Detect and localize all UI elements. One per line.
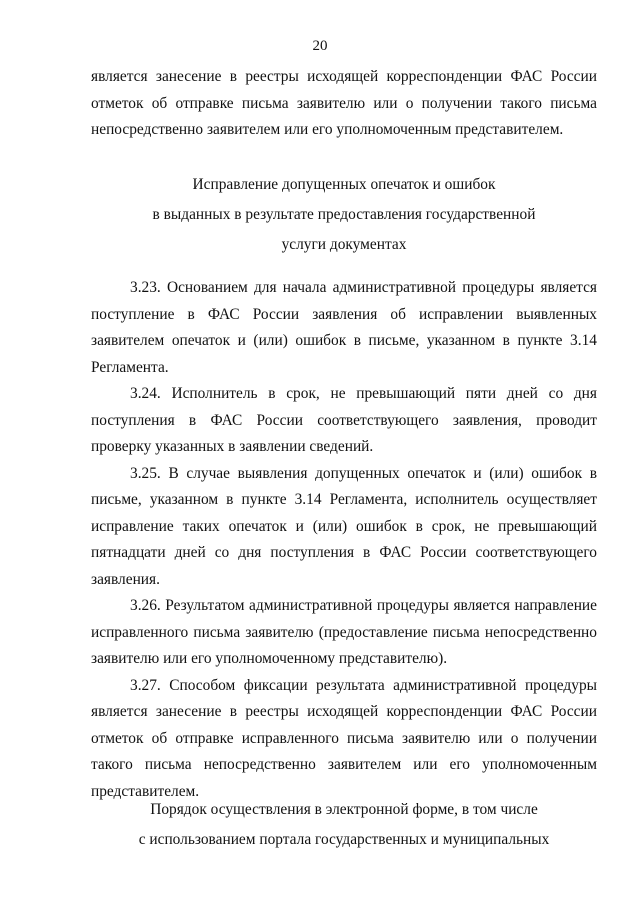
heading-line: услуги документах xyxy=(281,236,407,253)
heading-line: в выданных в результате предоставления государственной xyxy=(152,206,536,223)
paragraph-3-26: 3.26. Результатом административной процедуры является направление исправленного письма заявителю (предоставление письма непосредственно заявителю или его уполномоченному представителю). xyxy=(91,597,597,667)
heading-line: с использованием портала государственных и муниципальных xyxy=(138,831,550,848)
page-number: 20 xyxy=(312,38,328,54)
paragraph-3-24: 3.24. Исполнитель в срок, не превышающий пяти дней со дня поступления в ФАС России соответствующего заявления, проводит проверку указанных в заявлении сведений. xyxy=(91,385,597,455)
section-heading-corrections xyxy=(91,170,597,260)
intro-paragraph xyxy=(91,64,597,144)
paragraph-3-25: 3.25. В случае выявления допущенных опечаток и (или) ошибок в письме, указанном в пункте 3.14 Регламента, исполнитель осуществляет исправление таких опечаток и (или) ошибок в срок, не превышающий пятнадцати дней со дня поступления в ФАС России соответствующего заявления. xyxy=(91,464,597,588)
heading-line: Исправление допущенных опечаток и ошибок xyxy=(192,176,496,193)
heading-line: Порядок осуществления в электронной форме, в том числе xyxy=(150,801,538,818)
section-heading-electronic xyxy=(91,795,597,855)
paragraph-3-23: 3.23. Основанием для начала административной процедуры является поступление в ФАС России заявления об исправлении выявленных заявителем опечаток и (или) ошибок в письме, указанном в пункте 3.14 Регламента. xyxy=(91,279,597,376)
section-1-body xyxy=(91,275,597,805)
intro-text: является занесение в реестры исходящей корреспонденции ФАС России отметок об отправке письма заявителю или о получении такого письма непосредственно заявителем или его уполномоченным представителем. xyxy=(91,68,597,138)
paragraph-3-27: 3.27. Способом фиксации результата административной процедуры является занесение в реестры исходящей корреспонденции ФАС России отметок об отправке исправленного письма заявителю или о получении такого письма непосредственно заявителем или его уполномоченным представителем. xyxy=(91,676,597,800)
